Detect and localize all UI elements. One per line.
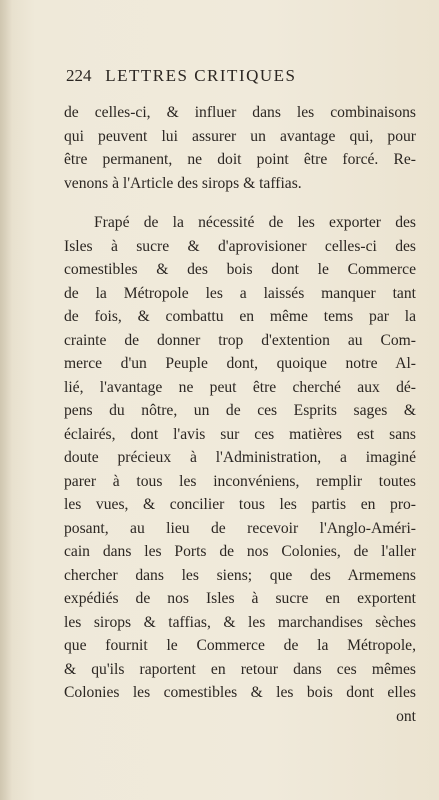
text-line: les sirops & taffias, & les marchandises sèches: [64, 613, 416, 631]
text-line: qui peuvent lui assurer un avantage qui, pour: [64, 127, 416, 145]
text-line: éclairés, dont l'avis sur ces matières est sans: [64, 425, 416, 443]
text-line: Isles à sucre & d'aprovisioner celles-ci des: [64, 237, 416, 255]
page-number: 224: [66, 66, 92, 85]
page-gutter-shadow: [0, 0, 12, 800]
text-line: de fois, & combattu en même tems par la: [64, 308, 416, 325]
text-line: & qu'ils raportent en retour dans ces mêmes: [64, 660, 416, 678]
running-title: LETTRES CRITIQUES: [105, 66, 297, 85]
text-line: que fournit le Commerce de la Métropole,: [64, 637, 416, 654]
running-header: [66, 66, 386, 86]
paragraph-2: [64, 211, 416, 728]
text-line: comestibles & des bois dont le Commerce: [64, 261, 416, 278]
text-line: posant, au lieu de recevoir l'Anglo-Améri-: [64, 519, 416, 537]
catchword: ont: [396, 707, 416, 725]
text-line: expédiés de nos Isles à sucre en exportent: [64, 590, 416, 607]
paragraph-1: [64, 101, 416, 195]
text-line: de celles-ci, & influer dans les combinaisons: [64, 104, 416, 121]
text-line: venons à l'Article des sirops & taffias.: [64, 174, 302, 192]
text-line: pens du nôtre, un de ces Esprits sages &: [64, 402, 416, 419]
text-line: doute précieux à l'Administration, a imaginé: [64, 449, 416, 466]
text-line: Colonies les comestibles & les bois dont elles: [64, 684, 416, 701]
text-line: être permanent, ne doit point être forcé. Re-: [64, 151, 416, 168]
text-line: crainte de donner trop d'extention au Com-: [64, 331, 416, 349]
text-line: chercher dans les siens; que des Armemens: [64, 566, 416, 584]
text-line: lié, l'avantage ne peut être cherché aux dé-: [64, 378, 416, 396]
text-line: les vues, & concilier tous les partis en pro-: [64, 496, 416, 513]
text-line: Frapé de la nécessité de les exporter des: [94, 214, 416, 231]
text-line: de la Métropole les a laissés manquer tant: [64, 284, 416, 302]
text-line: parer à tous les inconvéniens, remplir toutes: [64, 472, 416, 490]
text-line: cain dans les Ports de nos Colonies, de l'aller: [64, 543, 416, 560]
text-line: merce d'un Peuple dont, quoique notre Al-: [64, 355, 416, 372]
